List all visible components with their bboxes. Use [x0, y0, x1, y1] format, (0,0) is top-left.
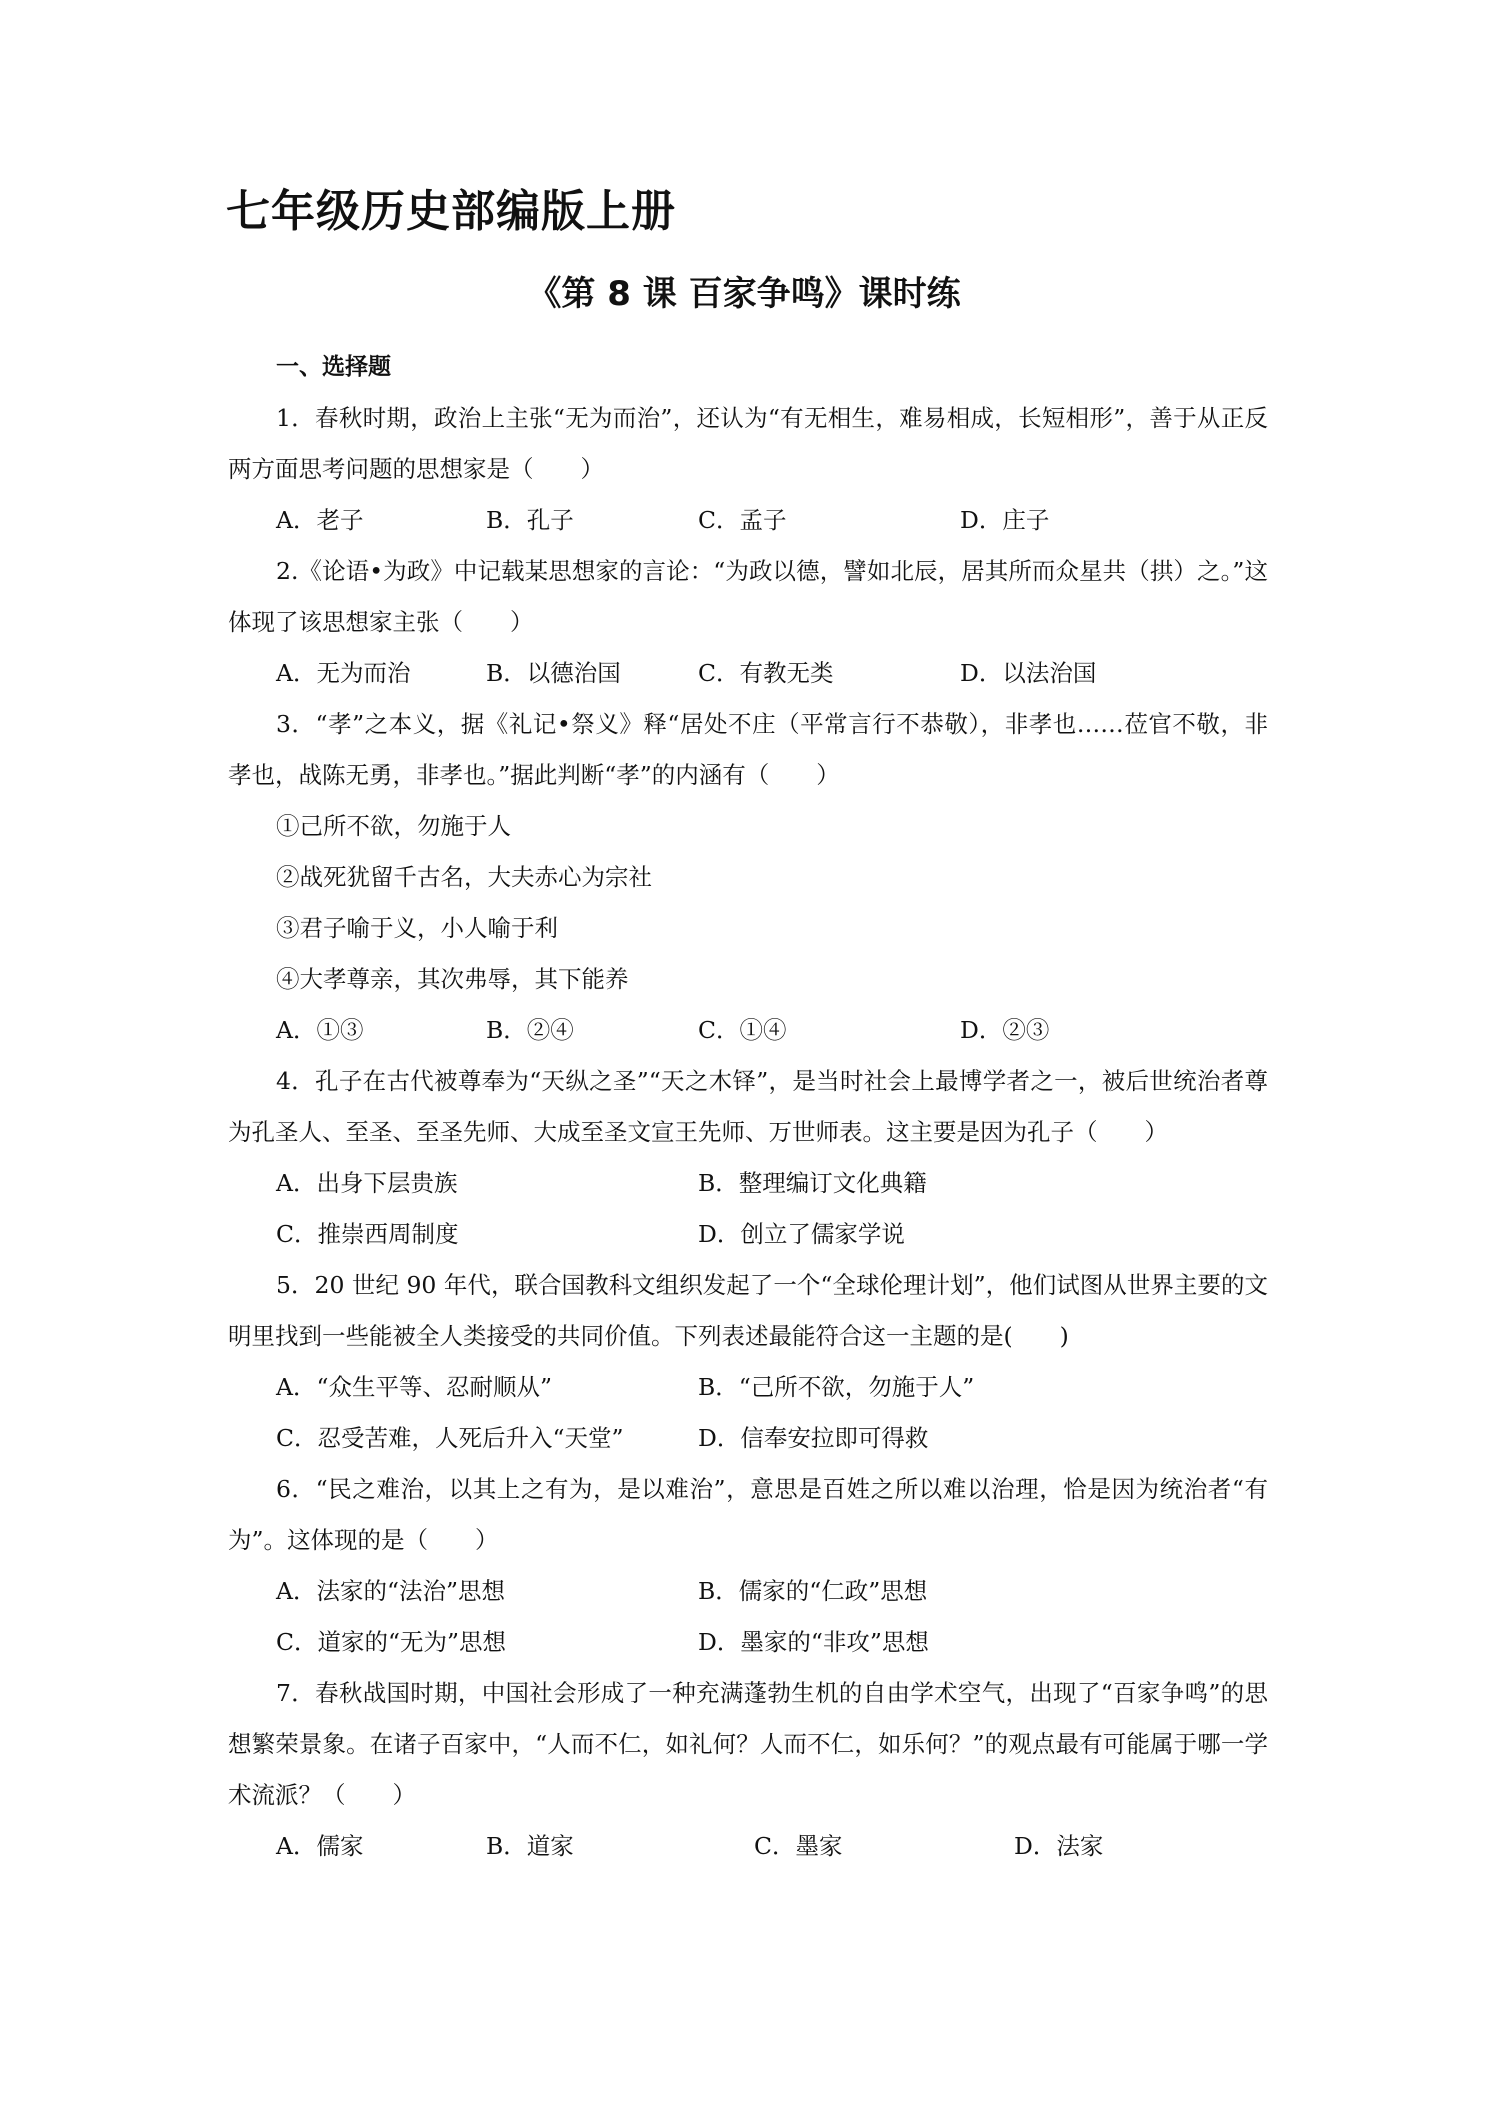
option-b: B．整理编订文化典籍 — [698, 1169, 927, 1197]
option-b: B．以德治国 — [486, 659, 621, 687]
option-b: B．道家 — [486, 1832, 574, 1860]
statement-2: ②战死犹留千古名，大夫赤心为宗社 — [276, 863, 652, 891]
question-5-options-row-1 — [228, 1362, 1268, 1413]
option-c: C．有教无类 — [698, 659, 834, 687]
statement-4: ④大孝尊亲，其次弗辱，其下能养 — [276, 965, 629, 993]
question-7-options — [228, 1821, 1268, 1872]
option-a: A．无为而治 — [276, 659, 411, 687]
document-title: 七年级历史部编版上册 — [226, 186, 676, 237]
option-c: C．①④ — [698, 1016, 787, 1044]
option-d: D．以法治国 — [960, 659, 1097, 687]
question-3-options — [228, 1005, 1268, 1056]
question-4-options-row-1 — [228, 1158, 1268, 1209]
question-2 — [228, 546, 1268, 699]
option-c: C．忍受苦难，人死后升入“天堂” — [276, 1424, 624, 1452]
question-4-text: 4．孔子在古代被尊奉为“天纵之圣”“天之木铎”，是当时社会上最博学者之一，被后世统治者尊为孔圣人、至圣、至圣先师、大成至圣文宣王先师、万世师表。这主要是因为孔子（ ） — [228, 1067, 1268, 1146]
statement-3: ③君子喻于义，小人喻于利 — [276, 914, 558, 942]
question-2-text: 2.《论语•为政》中记载某思想家的言论：“为政以德，譬如北辰，居其所而众星共（拱）之。”这体现了该思想家主张（ ） — [228, 557, 1268, 636]
question-4-options-row-2 — [228, 1209, 1268, 1260]
option-a: A．出身下层贵族 — [276, 1169, 458, 1197]
option-a: A．①③ — [276, 1016, 364, 1044]
option-a: A．老子 — [276, 506, 364, 534]
section-heading: 一、选择题 — [276, 354, 391, 380]
question-5 — [228, 1260, 1268, 1464]
option-d: D．墨家的“非攻”思想 — [698, 1628, 929, 1656]
question-6-options-row-2 — [228, 1617, 1268, 1668]
option-c: C．道家的“无为”思想 — [276, 1628, 507, 1656]
option-d: D．信奉安拉即可得救 — [698, 1424, 929, 1452]
option-b: B．孔子 — [486, 506, 574, 534]
question-6 — [228, 1464, 1268, 1668]
option-d: D．法家 — [1014, 1832, 1104, 1860]
lesson-title: 《第 8 课 百家争鸣》课时练 — [527, 274, 961, 314]
option-d: D．庄子 — [960, 506, 1050, 534]
option-d: D．创立了儒家学说 — [698, 1220, 905, 1248]
question-7-text: 7．春秋战国时期，中国社会形成了一种充满蓬勃生机的自由学术空气，出现了“百家争鸣”的思想繁荣景象。在诸子百家中，“人而不仁，如礼何？人而不仁，如乐何？”的观点最有可能属于哪一学术流派？（ ） — [228, 1679, 1268, 1809]
option-c: C．孟子 — [698, 506, 787, 534]
option-b: B．“己所不欲，勿施于人” — [698, 1373, 975, 1401]
option-a: A．儒家 — [276, 1832, 364, 1860]
question-3 — [228, 699, 1268, 1056]
question-1-text: 1．春秋时期，政治上主张“无为而治”，还认为“有无相生，难易相成，长短相形”，善于从正反两方面思考问题的思想家是（ ） — [228, 404, 1268, 483]
statement-1: ①己所不欲，勿施于人 — [276, 812, 511, 840]
question-5-options-row-2 — [228, 1413, 1268, 1464]
option-d: D．②③ — [960, 1016, 1050, 1044]
question-4 — [228, 1056, 1268, 1260]
option-b: B．②④ — [486, 1016, 574, 1044]
question-6-options-row-1 — [228, 1566, 1268, 1617]
question-6-text: 6．“民之难治，以其上之有为，是以难治”，意思是百姓之所以难以治理，恰是因为统治者“有为”。这体现的是（ ） — [228, 1475, 1268, 1554]
question-list — [228, 342, 1268, 1872]
question-1-options — [228, 495, 1268, 546]
question-1 — [228, 393, 1268, 546]
option-b: B．儒家的“仁政”思想 — [698, 1577, 928, 1605]
option-a: A．法家的“法治”思想 — [276, 1577, 505, 1605]
question-3-text: 3．“孝”之本义，据《礼记•祭义》释“居处不庄（平常言行不恭敬），非孝也……莅官不敬，非孝也，战陈无勇，非孝也。”据此判断“孝”的内涵有（ ） — [228, 710, 1268, 789]
option-c: C．墨家 — [754, 1832, 843, 1860]
option-a: A．“众生平等、忍耐顺从” — [276, 1373, 552, 1401]
question-5-text: 5．20 世纪 90 年代，联合国教科文组织发起了一个“全球伦理计划”，他们试图从世界主要的文明里找到一些能被全人类接受的共同价值。下列表述最能符合这一主题的是( ) — [228, 1271, 1268, 1350]
option-c: C．推崇西周制度 — [276, 1220, 459, 1248]
question-7 — [228, 1668, 1268, 1872]
question-2-options — [228, 648, 1268, 699]
